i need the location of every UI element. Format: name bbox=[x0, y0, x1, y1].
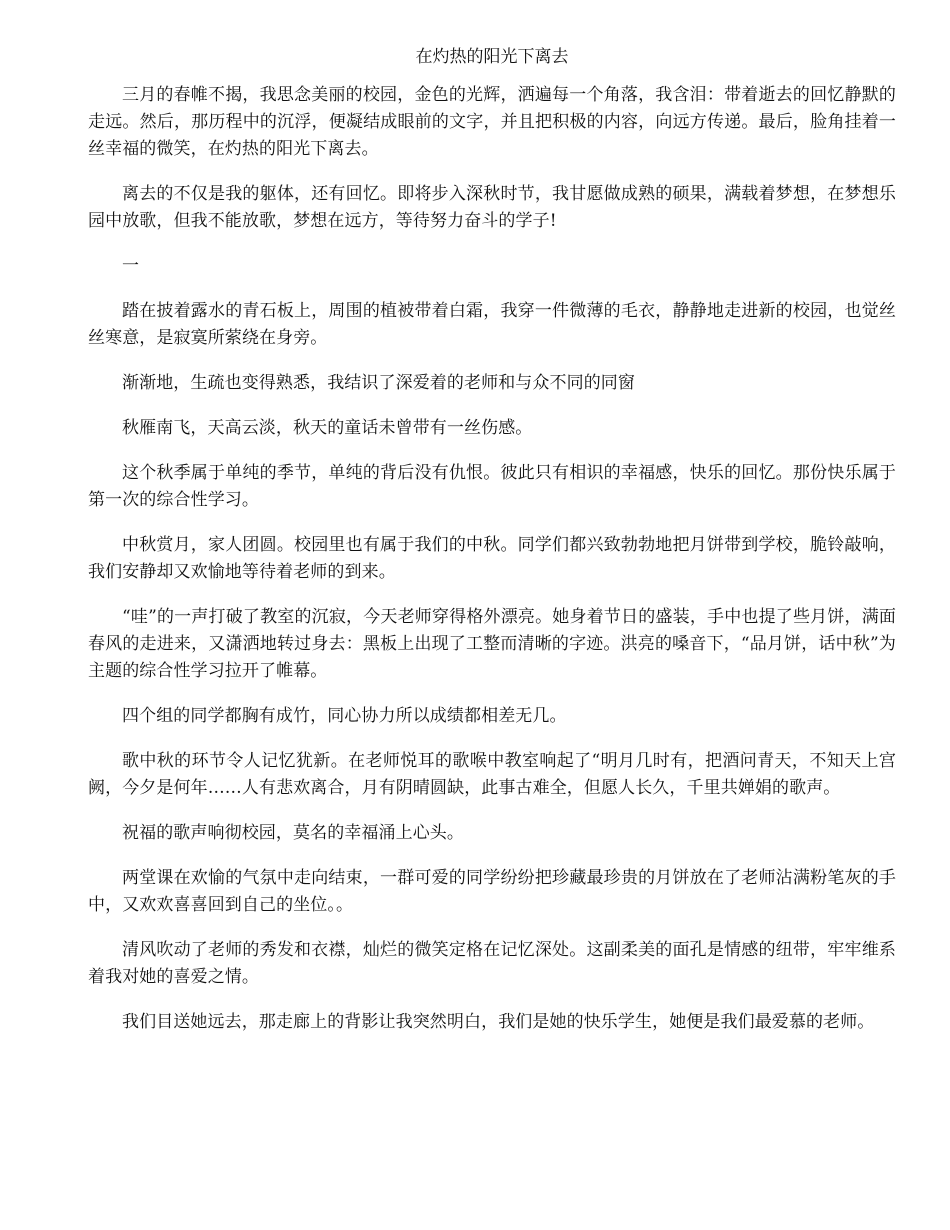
paragraph: 我们目送她远去，那走廊上的背影让我突然明白，我们是她的快乐学生，她便是我们最爱慕的老师。 bbox=[122, 1012, 875, 1032]
paragraph: 秋雁南飞，天高云淡，秋天的童话未曾带有一丝伤感。 bbox=[122, 418, 533, 438]
paragraph: 祝福的歌声响彻校园，莫名的幸福涌上心头。 bbox=[122, 823, 464, 843]
paragraph: “哇”的一声打破了教室的沉寂，今天老师穿得格外漂亮。她身着节日的盛装，手中也提了些月饼，满面春风的走进来，又潇洒地转过身去：黑板上出现了工整而清晰的字迹。洪亮的嗓音下，“品月饼，话中秋”为主题的综合性学习拉开了帷幕。 bbox=[88, 607, 896, 681]
section-number: 一 bbox=[122, 256, 140, 276]
paragraph: 这个秋季属于单纯的季节，单纯的背后没有仇恨。彼此只有相识的幸福感，快乐的回忆。那份快乐属于第一次的综合性学习。 bbox=[88, 463, 896, 510]
paragraph: 清风吹动了老师的秀发和衣襟，灿烂的微笑定格在记忆深处。这副柔美的面孔是情感的纽带，牢牢维系着我对她的喜爱之情。 bbox=[88, 940, 896, 987]
paragraph: 歌中秋的环节令人记忆犹新。在老师悦耳的歌喉中教室响起了“明月几时有，把酒问青天，不知天上宫阙，今夕是何年……人有悲欢离合，月有阴晴圆缺，此事古难全，但愿人长久，千里共婵娟的歌声。 bbox=[88, 751, 896, 798]
paragraph: 踏在披着露水的青石板上，周围的植被带着白霜，我穿一件微薄的毛衣，静静地走进新的校园，也觉丝丝寒意，是寂寞所萦绕在身旁。 bbox=[88, 301, 896, 348]
document-page bbox=[88, 40, 896, 1054]
paragraph: 四个组的同学都胸有成竹，同心协力所以成绩都相差无几。 bbox=[122, 706, 567, 726]
paragraph: 三月的春帷不揭，我思念美丽的校园，金色的光辉，洒遍每一个角落，我含泪：带着逝去的回忆静默的走远。然后，那历程中的沉浮，便凝结成眼前的文字，并且把积极的内容，向远方传递。最后，脸角挂着一丝幸福的微笑，在灼热的阳光下离去。 bbox=[88, 85, 896, 159]
paragraph: 离去的不仅是我的躯体，还有回忆。即将步入深秋时节，我甘愿做成熟的硕果，满载着梦想，在梦想乐园中放歌，但我不能放歌，梦想在远方，等待努力奋斗的学子! bbox=[88, 184, 896, 231]
paragraph: 渐渐地，生疏也变得熟悉，我结识了深爱着的老师和与众不同的同窗 bbox=[122, 373, 635, 393]
document-title: 在灼热的阳光下离去 bbox=[415, 47, 569, 67]
paragraph: 中秋赏月，家人团圆。校园里也有属于我们的中秋。同学们都兴致勃勃地把月饼带到学校，脆铃敲响，我们安静却又欢愉地等待着老师的到来。 bbox=[88, 535, 896, 582]
paragraph: 两堂课在欢愉的气氛中走向结束，一群可爱的同学纷纷把珍藏最珍贵的月饼放在了老师沾满粉笔灰的手中，又欢欢喜喜回到自己的坐位。。 bbox=[88, 868, 896, 915]
